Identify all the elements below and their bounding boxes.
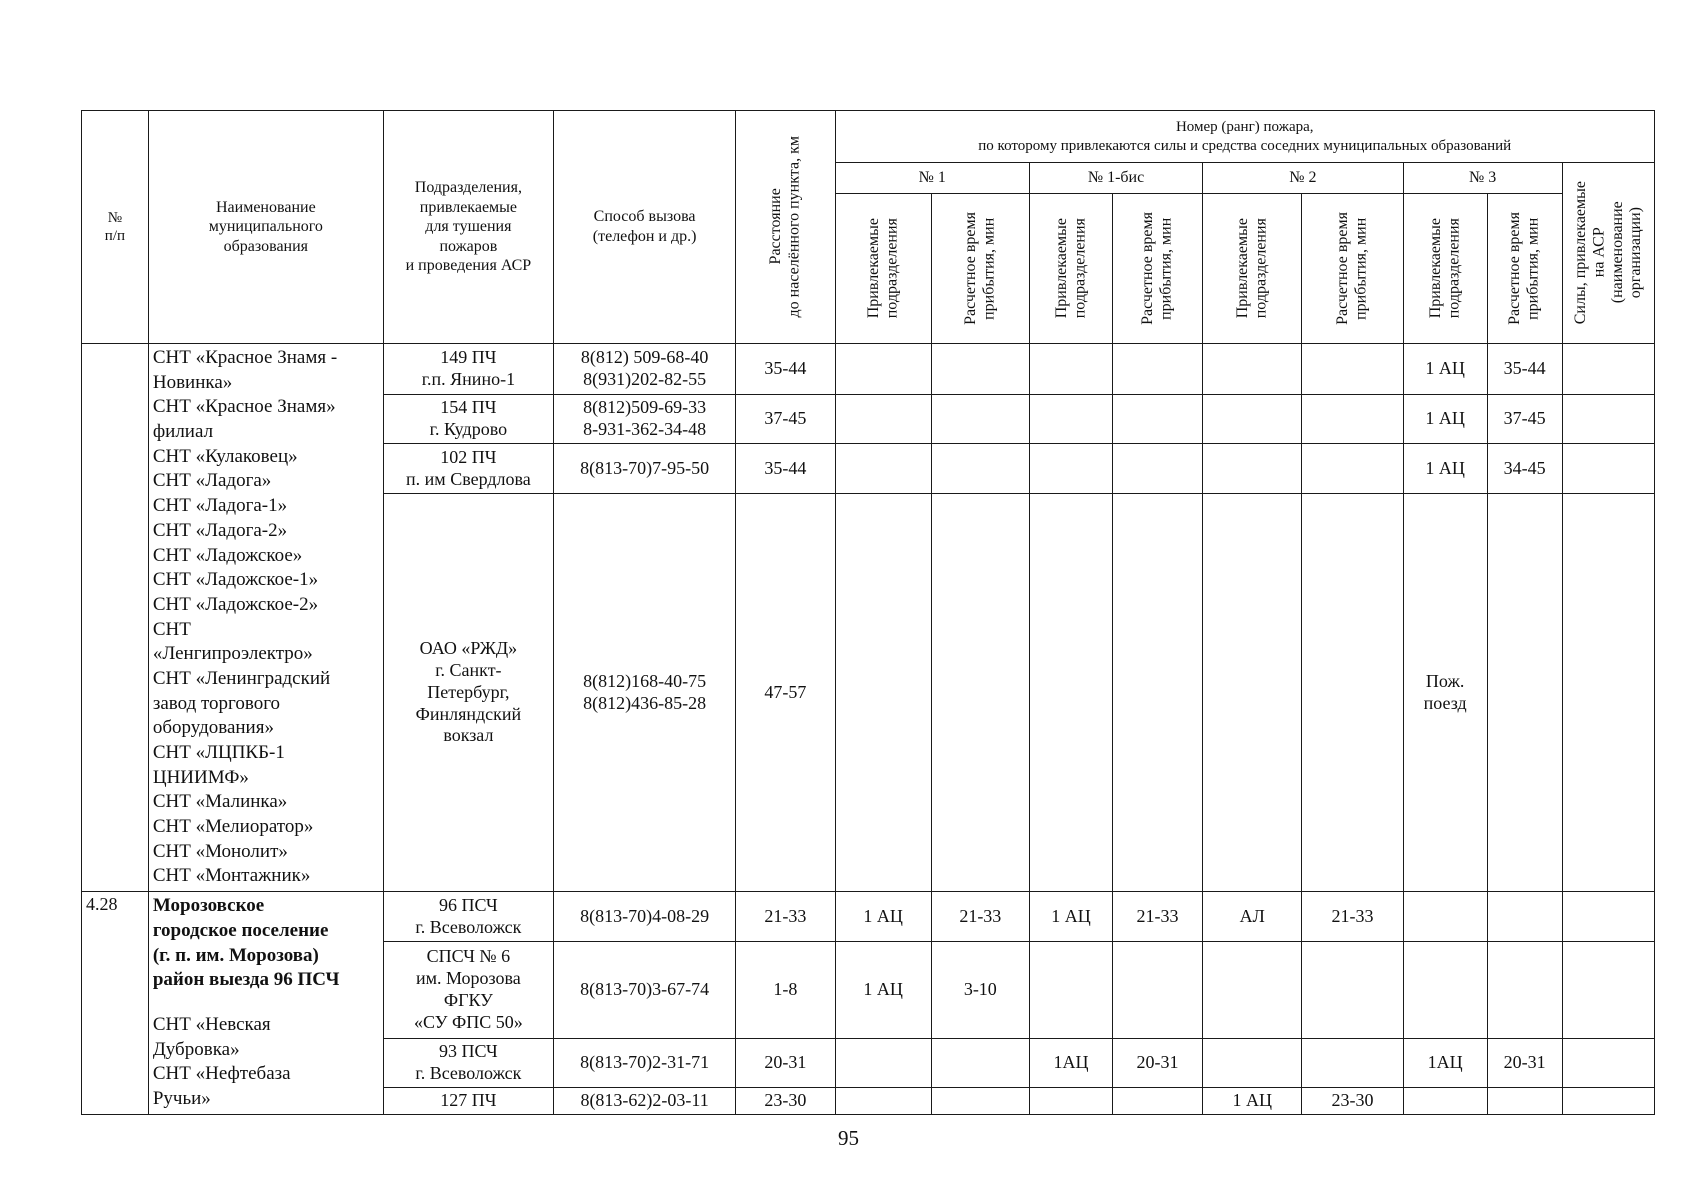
header-rank-3: № 3	[1403, 163, 1562, 194]
r2-units-cell	[1203, 942, 1302, 1039]
r3-time-cell	[1487, 493, 1562, 891]
call-cell: 8(813-62)2-03-11	[553, 1088, 735, 1115]
unit-cell: 102 ПЧ п. им Свердлова	[383, 444, 553, 494]
r1-units-cell	[835, 493, 931, 891]
r1bis-time-cell	[1112, 344, 1202, 395]
r1bis-units-cell	[1029, 444, 1112, 494]
header-asr-cell	[1562, 163, 1654, 344]
asr-cell	[1562, 394, 1654, 444]
call-cell: 8(812)509-69-33 8-931-362-34-48	[553, 394, 735, 444]
r2-time-cell	[1302, 1039, 1403, 1088]
r1bis-units-cell: 1 АЦ	[1029, 892, 1112, 942]
r3-time-cell: 20-31	[1487, 1039, 1562, 1088]
header-rank-title: Номер (ранг) пожара, по которому привлекаются силы и средства соседних муниципальных образований	[835, 111, 1655, 163]
r1bis-units-cell	[1029, 394, 1112, 444]
distance-cell: 37-45	[736, 394, 835, 444]
r2-time-cell	[1302, 942, 1403, 1039]
block2-name-cell	[148, 892, 383, 1115]
r1bis-time-cell	[1112, 942, 1202, 1039]
block1-names: СНТ «Красное Знамя - Новинка» СНТ «Красное Знамя» филиал СНТ «Кулаковец» СНТ «Ладога» СНТ «Ладога-1» СНТ «Ладога-2» СНТ «Ладожское» СНТ «Ладожское-1» СНТ «Ладожское-2» СНТ «Ленгипроэлектро» СНТ «Ленинградский завод торгового оборудования» СНТ «ЛЦПКБ-1 ЦНИИМФ» СНТ «Малинка» СНТ «Мелиоратор» СНТ «Монолит» СНТ «Монтажник»	[148, 344, 383, 892]
r3-units-cell	[1403, 892, 1487, 942]
r1-time-cell	[931, 1039, 1029, 1088]
header-r1-units: Привлекаемые подразделения	[864, 218, 901, 319]
r1bis-time-cell: 20-31	[1112, 1039, 1202, 1088]
distance-cell: 47-57	[736, 493, 835, 891]
num-cell-empty	[82, 344, 149, 892]
distance-cell: 1-8	[736, 942, 835, 1039]
header-r1bis-time: Расчетное время прибытия, мин	[1139, 212, 1175, 325]
header-name: Наименование муниципального образования	[148, 111, 383, 344]
r1-units-cell	[835, 444, 931, 494]
distance-cell: 23-30	[736, 1088, 835, 1115]
call-cell: 8(812)168-40-75 8(812)436-85-28	[553, 493, 735, 891]
header-rank-2: № 2	[1203, 163, 1404, 194]
distance-cell: 35-44	[736, 444, 835, 494]
r1-time-cell	[931, 344, 1029, 395]
header-r1bis-units: Привлекаемые подразделения	[1052, 218, 1088, 319]
page-number: 95	[838, 1126, 859, 1150]
r2-units-cell	[1203, 444, 1302, 494]
r3-time-cell	[1487, 892, 1562, 942]
call-cell: 8(813-70)7-95-50	[553, 444, 735, 494]
r1-units-cell	[835, 1039, 931, 1088]
r1bis-time-cell: 21-33	[1112, 892, 1202, 942]
r2-time-cell	[1302, 444, 1403, 494]
asr-cell	[1562, 444, 1654, 494]
fire-resources-table	[81, 110, 1655, 1115]
r1-units-cell	[835, 344, 931, 395]
r1bis-units-cell	[1029, 1088, 1112, 1115]
header-distance: Расстояние до населённого пункта, км	[766, 136, 803, 318]
r2-units-cell	[1203, 493, 1302, 891]
header-r3-units: Привлекаемые подразделения	[1426, 218, 1463, 319]
unit-cell: ОАО «РЖД» г. Санкт- Петербург, Финляндский вокзал	[383, 493, 553, 891]
r2-time-cell	[1302, 394, 1403, 444]
r1bis-units-cell	[1029, 942, 1112, 1039]
asr-cell	[1562, 892, 1654, 942]
table-row	[82, 344, 1655, 395]
header-asr-forces: Силы, привлекаемые на АСР (наименование организации)	[1571, 181, 1644, 325]
r1-units-cell	[835, 394, 931, 444]
header-row-1	[82, 111, 1655, 163]
header-r3-time: Расчетное время прибытия, мин	[1506, 212, 1542, 325]
r1-time-cell: 21-33	[931, 892, 1029, 942]
header-distance-cell	[736, 111, 835, 344]
r1bis-units-cell	[1029, 493, 1112, 891]
r1-time-cell	[931, 1088, 1029, 1115]
distance-cell: 20-31	[736, 1039, 835, 1088]
asr-cell	[1562, 344, 1654, 395]
r3-units-cell	[1403, 942, 1487, 1039]
r1bis-units-cell	[1029, 344, 1112, 395]
r3-time-cell: 34-45	[1487, 444, 1562, 494]
asr-cell	[1562, 493, 1654, 891]
unit-cell: 154 ПЧ г. Кудрово	[383, 394, 553, 444]
call-cell: 8(813-70)4-08-29	[553, 892, 735, 942]
r3-time-cell	[1487, 1088, 1562, 1115]
r1bis-time-cell	[1112, 1088, 1202, 1115]
r2-units-cell	[1203, 344, 1302, 395]
r1-units-cell: 1 АЦ	[835, 942, 931, 1039]
r3-time-cell	[1487, 942, 1562, 1039]
header-r2-time-cell	[1302, 194, 1403, 344]
unit-cell: 127 ПЧ	[383, 1088, 553, 1115]
r2-units-cell: АЛ	[1203, 892, 1302, 942]
r3-units-cell: Пож. поезд	[1403, 493, 1487, 891]
row-number: 4.28	[82, 892, 149, 1115]
header-r1-units-cell	[835, 194, 931, 344]
header-r2-units: Привлекаемые подразделения	[1233, 218, 1270, 319]
r1-units-cell: 1 АЦ	[835, 892, 931, 942]
unit-cell: 93 ПСЧ г. Всеволожск	[383, 1039, 553, 1088]
r3-units-cell	[1403, 1088, 1487, 1115]
unit-cell: 149 ПЧ г.п. Янино-1	[383, 344, 553, 395]
call-cell: 8(813-70)3-67-74	[553, 942, 735, 1039]
r2-units-cell: 1 АЦ	[1203, 1088, 1302, 1115]
asr-cell	[1562, 1039, 1654, 1088]
header-r1-time: Расчетное время прибытия, мин	[961, 212, 998, 325]
header-r3-units-cell	[1403, 194, 1487, 344]
r3-units-cell: 1 АЦ	[1403, 444, 1487, 494]
r3-time-cell: 35-44	[1487, 344, 1562, 395]
r1bis-time-cell	[1112, 444, 1202, 494]
r1-time-cell	[931, 493, 1029, 891]
table-row	[82, 892, 1655, 942]
distance-cell: 35-44	[736, 344, 835, 395]
distance-cell: 21-33	[736, 892, 835, 942]
r2-time-cell	[1302, 344, 1403, 395]
r1-time-cell: 3-10	[931, 942, 1029, 1039]
r2-time-cell: 23-30	[1302, 1088, 1403, 1115]
header-num: № п/п	[82, 111, 149, 344]
r3-units-cell: 1 АЦ	[1403, 394, 1487, 444]
header-rank-1: № 1	[835, 163, 1029, 194]
r2-units-cell	[1203, 1039, 1302, 1088]
header-r1bis-time-cell	[1112, 194, 1202, 344]
header-call: Способ вызова (телефон и др.)	[553, 111, 735, 344]
r3-units-cell: 1 АЦ	[1403, 344, 1487, 395]
r1bis-time-cell	[1112, 493, 1202, 891]
r2-time-cell	[1302, 493, 1403, 891]
r1bis-units-cell: 1АЦ	[1029, 1039, 1112, 1088]
r3-units-cell: 1АЦ	[1403, 1039, 1487, 1088]
r1bis-time-cell	[1112, 394, 1202, 444]
header-r3-time-cell	[1487, 194, 1562, 344]
header-r2-time: Расчетное время прибытия, мин	[1334, 212, 1370, 325]
r3-time-cell: 37-45	[1487, 394, 1562, 444]
call-cell: 8(813-70)2-31-71	[553, 1039, 735, 1088]
call-cell: 8(812) 509-68-40 8(931)202-82-55	[553, 344, 735, 395]
r1-time-cell	[931, 394, 1029, 444]
header-r1-time-cell	[931, 194, 1029, 344]
unit-cell: 96 ПСЧ г. Всеволожск	[383, 892, 553, 942]
header-r1bis-units-cell	[1029, 194, 1112, 344]
header-rank-1bis: № 1-бис	[1029, 163, 1202, 194]
block2-names: СНТ «Невская Дубровка» СНТ «Нефтебаза Ручьи»	[152, 1013, 291, 1109]
block2-title: Морозовское городское поселение (г. п. им. Морозова) район выезда 96 ПСЧ	[152, 895, 340, 991]
header-units: Подразделения, привлекаемые для тушения пожаров и проведения АСР	[383, 111, 553, 344]
asr-cell	[1562, 1088, 1654, 1115]
r1-units-cell	[835, 1088, 931, 1115]
header-r2-units-cell	[1203, 194, 1302, 344]
r1-time-cell	[931, 444, 1029, 494]
unit-cell: СПСЧ № 6 им. Морозова ФГКУ «СУ ФПС 50»	[383, 942, 553, 1039]
r2-time-cell: 21-33	[1302, 892, 1403, 942]
r2-units-cell	[1203, 394, 1302, 444]
asr-cell	[1562, 942, 1654, 1039]
